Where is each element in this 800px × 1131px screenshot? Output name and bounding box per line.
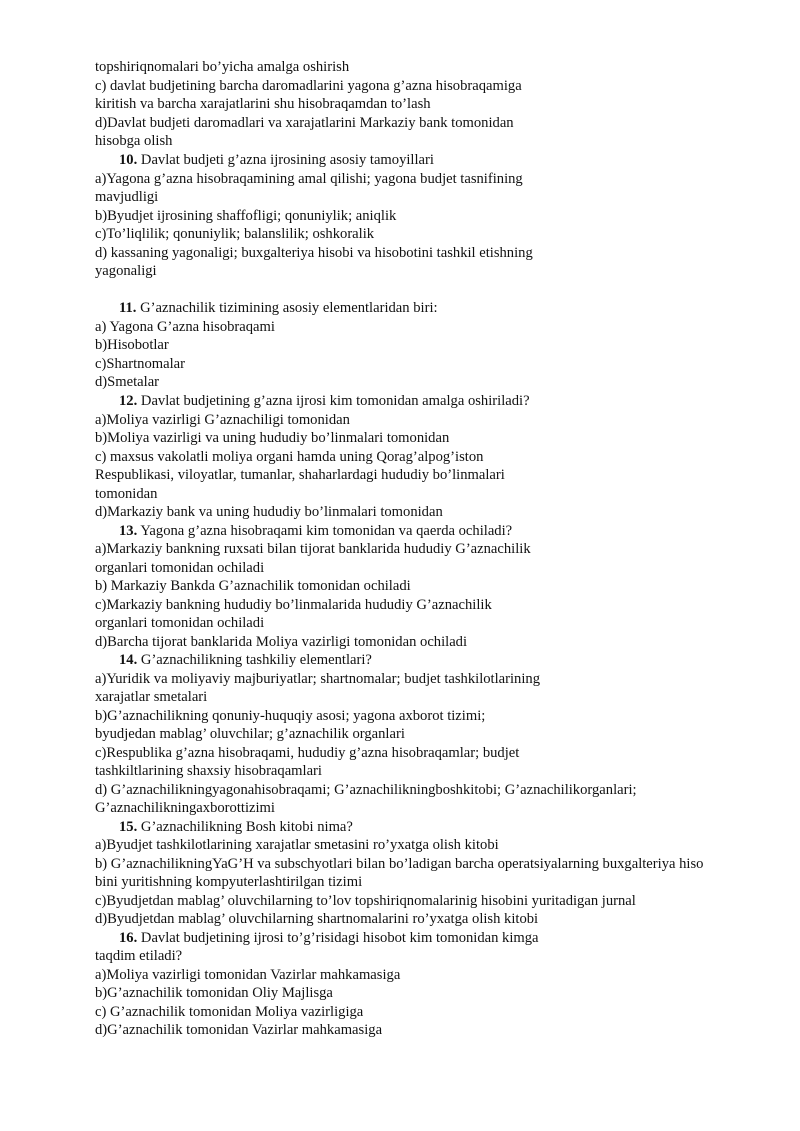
answer-option: c)To’liqlilik; qonuniylik; balanslilik; oshkoralik bbox=[95, 226, 375, 242]
answer-option: yagonaligi bbox=[95, 263, 157, 279]
answer-option: a)Moliya vazirligi tomonidan Vazirlar mahkamasiga bbox=[95, 967, 401, 983]
question-text: Davlat budjetining g’azna ijrosi kim tomonidan amalga oshiriladi? bbox=[137, 393, 530, 409]
answer-option: d)G’aznachilik tomonidan Vazirlar mahkamasiga bbox=[95, 1022, 383, 1038]
answer-option: c)Markaziy bankning hududiy bo’linmalarida hududiy G’aznachilik bbox=[95, 597, 492, 613]
answer-option: organlari tomonidan ochiladi bbox=[95, 560, 265, 576]
answer-option: organlari tomonidan ochiladi bbox=[95, 615, 265, 631]
question-text: Davlat budjetining ijrosi to’g’risidagi hisobot kim tomonidan kimga bbox=[137, 930, 539, 946]
answer-option: d)Smetalar bbox=[95, 374, 160, 390]
answer-option: a)Markaziy bankning ruxsati bilan tijorat banklarida hududiy G’aznachilik bbox=[95, 541, 531, 557]
question-11 bbox=[119, 299, 438, 317]
text-line: hisobga olish bbox=[95, 133, 173, 149]
text-line: topshiriqnomalari bo’yicha amalga oshirish bbox=[95, 59, 350, 75]
answer-option: b)G’aznachilikning qonuniy-huquqiy asosi; yagona axborot tizimi; bbox=[95, 708, 486, 724]
question-text-continued: taqdim etiladi? bbox=[95, 948, 183, 964]
text-line: c) davlat budjetining barcha daromadlarini yagona g’azna hisobraqamiga bbox=[95, 78, 522, 94]
answer-option: c) maxsus vakolatli moliya organi hamda uning Qorag’alpog’iston bbox=[95, 449, 484, 465]
answer-option: c) G’aznachilik tomonidan Moliya vazirligiga bbox=[95, 1004, 364, 1020]
question-number: 14. bbox=[119, 652, 138, 668]
question-number: 13. bbox=[119, 523, 138, 539]
question-text: G’aznachilikning Bosh kitobi nima? bbox=[137, 819, 353, 835]
answer-option: c)Respublika g’azna hisobraqami, hududiy g’azna hisobraqamlar; budjet bbox=[95, 745, 520, 761]
answer-option: b)Hisobotlar bbox=[95, 337, 169, 353]
answer-option: a)Yagona g’azna hisobraqamining amal qilishi; yagona budjet tasnifining bbox=[95, 171, 523, 187]
answer-option: tashkiltlarining shaxsiy hisobraqamlari bbox=[95, 763, 322, 779]
question-10 bbox=[119, 151, 434, 169]
question-number: 12. bbox=[119, 393, 138, 409]
answer-option: a)Byudjet tashkilotlarining xarajatlar smetasini ro’yxatga olish kitobi bbox=[95, 837, 499, 853]
answer-option: byudjedan mablag’ oluvchilar; g’aznachilik organlari bbox=[95, 726, 405, 742]
answer-option: a)Moliya vazirligi G’aznachiligi tomonidan bbox=[95, 412, 350, 428]
question-16 bbox=[119, 929, 539, 947]
answer-option: d)Barcha tijorat banklarida Moliya vazirligi tomonidan ochiladi bbox=[95, 634, 468, 650]
answer-option: xarajatlar smetalari bbox=[95, 689, 208, 705]
question-text: Yagona g’azna hisobraqami kim tomonidan va qaerda ochiladi? bbox=[137, 523, 513, 539]
answer-option: c)Byudjetdan mablag’ oluvchilarning to’lov topshiriqnomalarinig hisobini yuritadigan jurnal bbox=[95, 893, 636, 909]
question-12 bbox=[119, 392, 530, 410]
answer-option: Respublikasi, viloyatlar, tumanlar, shaharlardagi hududiy bo’linmalari bbox=[95, 467, 505, 483]
answer-option: b) G’aznachilikningYaG’H va subschyotlari bilan bo’ladigan barcha operatsiyalarning buxgalteriya hiso bbox=[95, 856, 704, 872]
question-text: G’aznachilik tizimining asosiy elementlaridan biri: bbox=[136, 300, 438, 316]
answer-option: a)Yuridik va moliyaviy majburiyatlar; shartnomalar; budjet tashkilotlarining bbox=[95, 671, 541, 687]
answer-option: d)Markaziy bank va uning hududiy bo’linmalari tomonidan bbox=[95, 504, 443, 520]
answer-option: d)Byudjetdan mablag’ oluvchilarning shartnomalarini ro’yxatga olish kitobi bbox=[95, 911, 539, 927]
answer-option: b)G’aznachilik tomonidan Oliy Majlisga bbox=[95, 985, 333, 1001]
answer-option: b)Moliya vazirligi va uning hududiy bo’linmalari tomonidan bbox=[95, 430, 450, 446]
answer-option: bini yuritishning kompyuterlashtirilgan tizimi bbox=[95, 874, 363, 890]
answer-option: mavjudligi bbox=[95, 189, 159, 205]
question-number: 11. bbox=[119, 300, 137, 316]
text-line: kiritish va barcha xarajatlarini shu hisobraqamdan to’lash bbox=[95, 96, 431, 112]
text-line: d)Davlat budjeti daromadlari va xarajatlarini Markaziy bank tomonidan bbox=[95, 115, 514, 131]
question-13 bbox=[119, 522, 512, 540]
answer-option: G’aznachilikningaxborottizimi bbox=[95, 800, 275, 816]
answer-option: d) G’aznachilikningyagonahisobraqami; G’aznachilikningboshkitobi; G’aznachilikorganlari; bbox=[95, 782, 637, 798]
answer-option: d) kassaning yagonaligi; buxgalteriya hisobi va hisobotini tashkil etishning bbox=[95, 245, 533, 261]
answer-option: tomonidan bbox=[95, 486, 158, 502]
answer-option: b) Markaziy Bankda G’aznachilik tomonidan ochiladi bbox=[95, 578, 411, 594]
question-number: 16. bbox=[119, 930, 138, 946]
question-number: 10. bbox=[119, 152, 138, 168]
question-15 bbox=[119, 818, 353, 836]
question-14 bbox=[119, 651, 372, 669]
answer-option: c)Shartnomalar bbox=[95, 356, 185, 372]
answer-option: a) Yagona G’azna hisobraqami bbox=[95, 319, 275, 335]
question-text: Davlat budjeti g’azna ijrosining asosiy tamoyillari bbox=[137, 152, 434, 168]
question-number: 15. bbox=[119, 819, 138, 835]
answer-option: b)Byudjet ijrosining shaffofligi; qonuniylik; aniqlik bbox=[95, 208, 397, 224]
question-text: G’aznachilikning tashkiliy elementlari? bbox=[137, 652, 372, 668]
